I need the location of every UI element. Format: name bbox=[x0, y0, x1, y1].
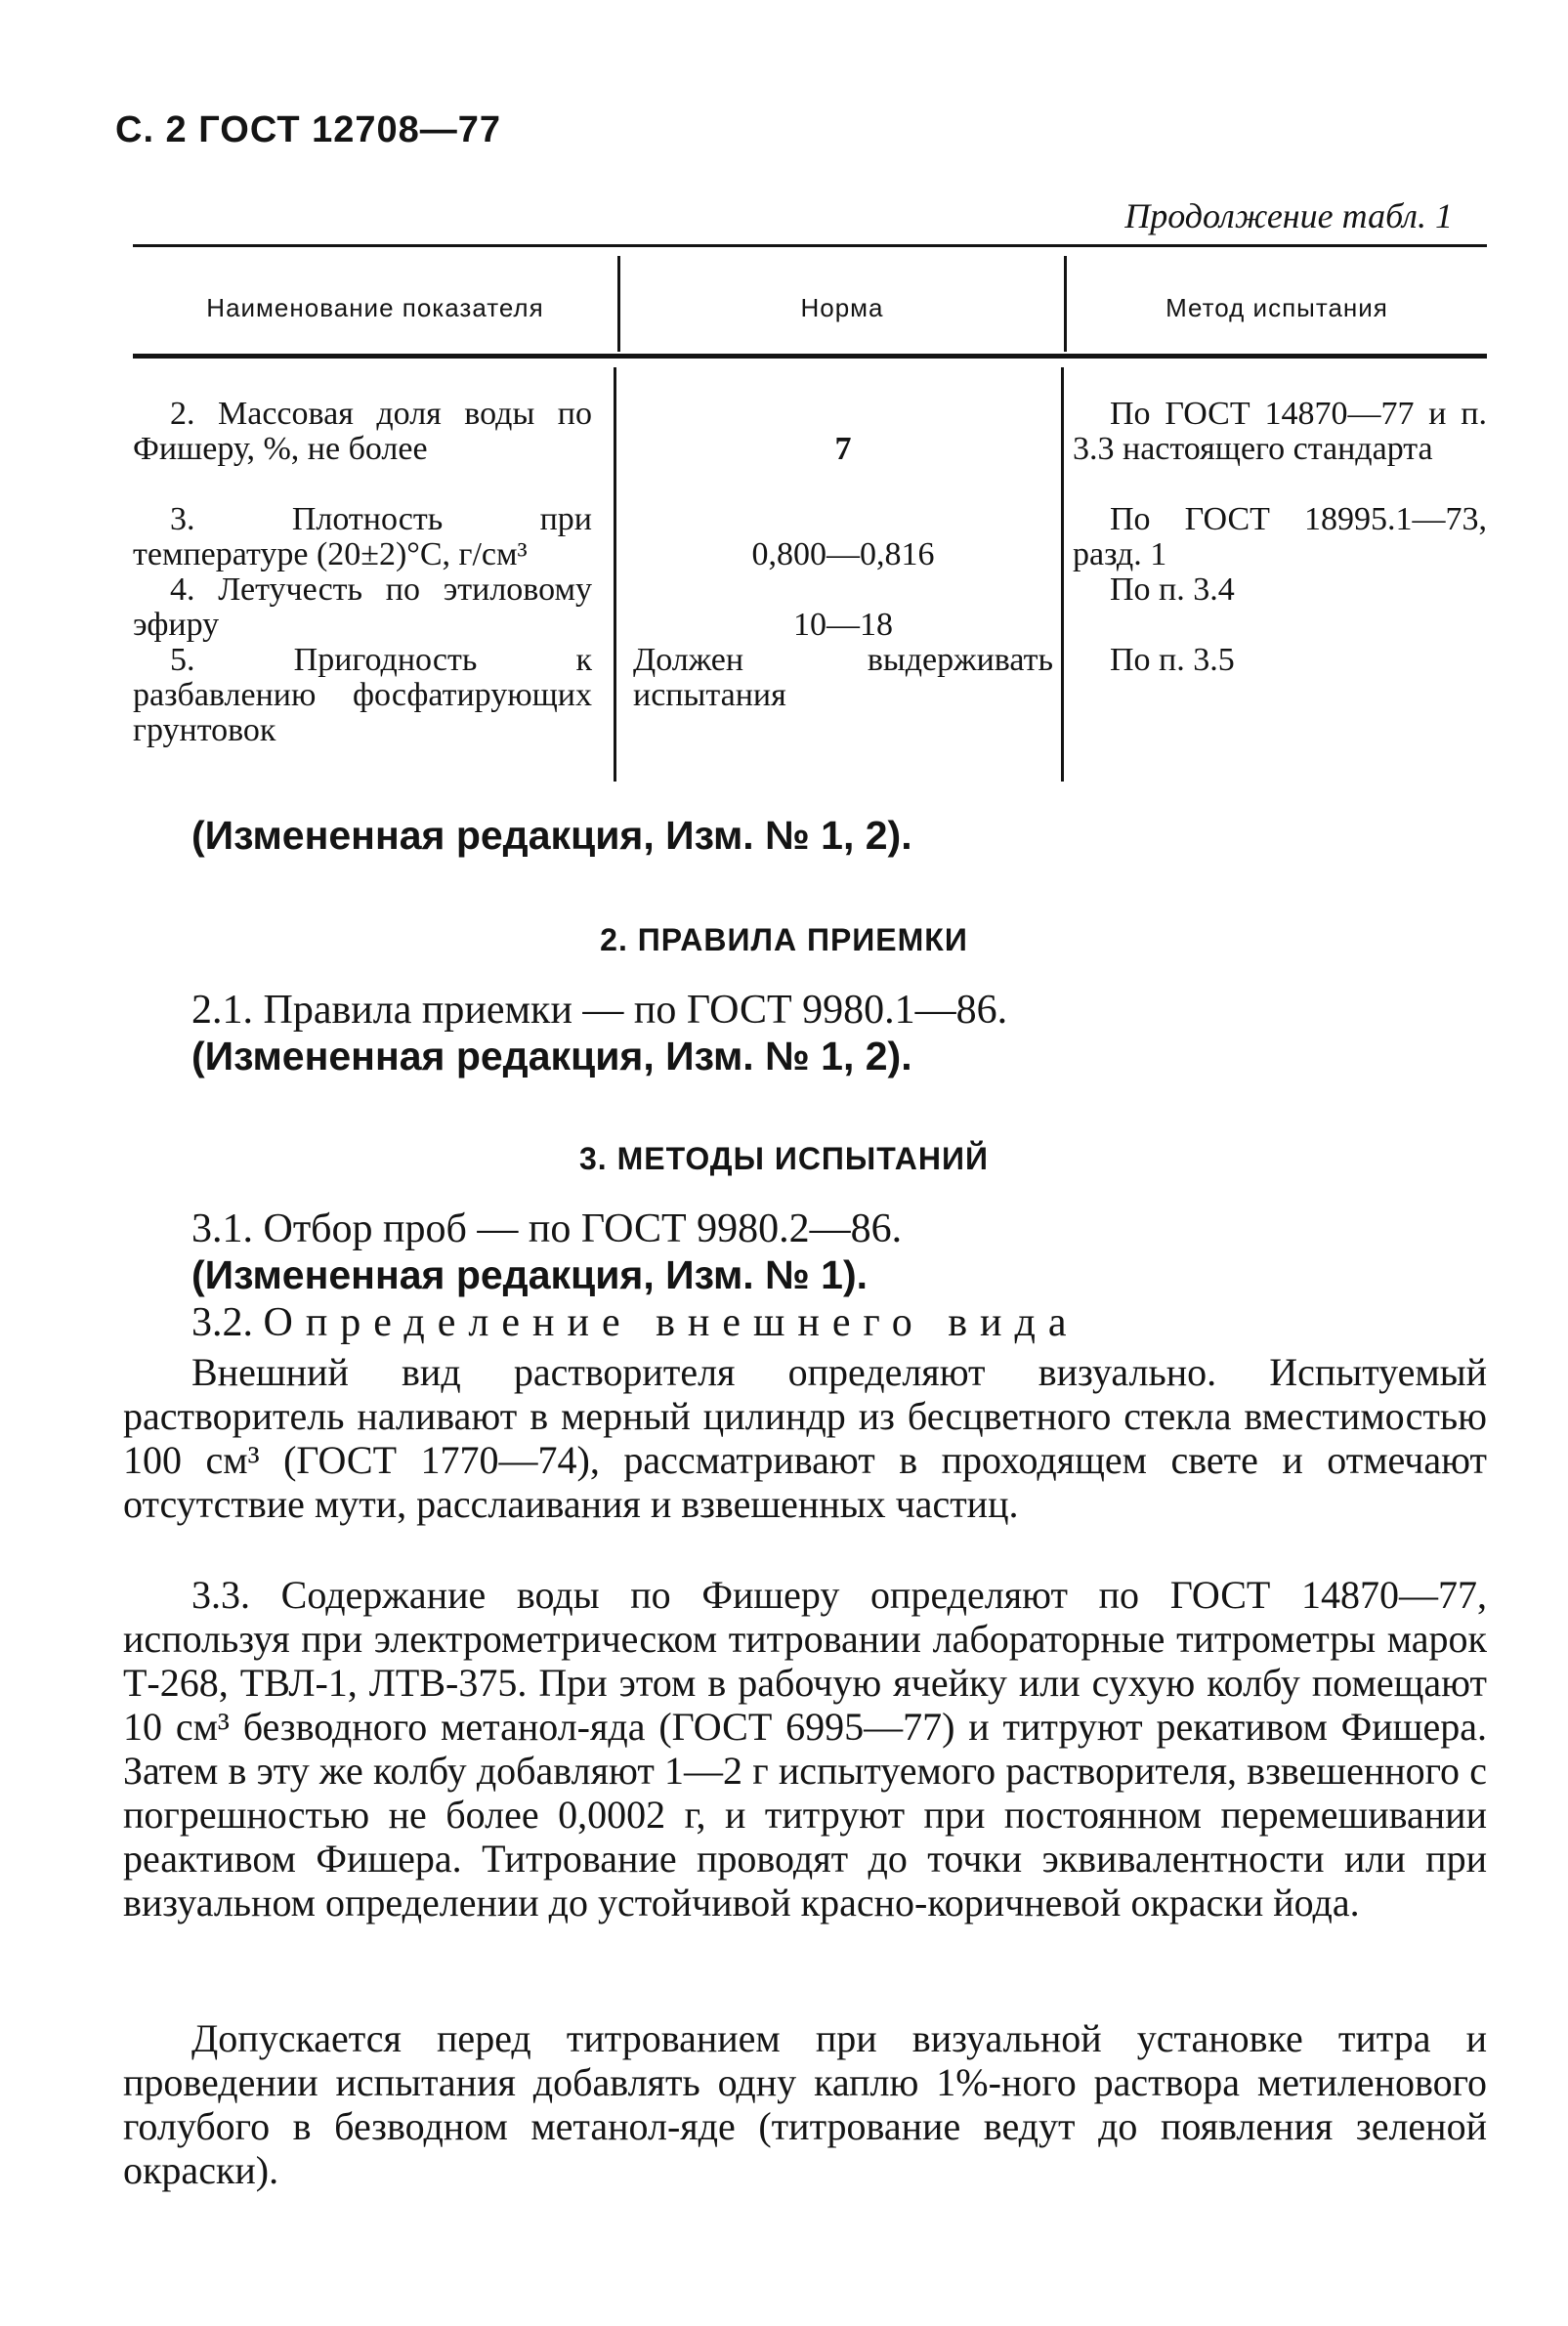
column-header-name: Наименование показателя bbox=[206, 293, 544, 322]
amendment-note: (Измененная редакция, Изм. № 1). bbox=[191, 1252, 869, 1297]
table-continuation-label: Продолжение табл. 1 bbox=[1124, 196, 1453, 235]
paragraph-2-1: 2.1. Правила приемки — по ГОСТ 9980.1—86. bbox=[191, 988, 1008, 1033]
table-cell-name: 4. Летучесть по этиловому эфиру bbox=[133, 571, 592, 643]
table-cell-norm: Должен выдерживать испытания bbox=[633, 642, 1053, 713]
paragraph-3-1: 3.1. Отбор проб — по ГОСТ 9980.2—86. bbox=[191, 1206, 903, 1251]
table-cell-method: По ГОСТ 14870—77 и п. 3.3 настоящего стандарта bbox=[1073, 396, 1487, 467]
paragraph-3-4-text: Допускается перед титрованием при визуальной установке титра и проведении испытания добавлять одну каплю 1%-ного раствора метиленового голубого в безводном метанол-яде (титрование ведут до появления зеленой окраски). bbox=[123, 2016, 1487, 2192]
column-header-norm: Норма bbox=[800, 293, 884, 322]
page-header: С. 2 ГОСТ 12708—77 bbox=[115, 109, 502, 150]
table-cell-norm: 7 bbox=[834, 431, 852, 467]
column-divider bbox=[1061, 367, 1064, 782]
table-cell-name: 2. Массовая доля воды по Фишеру, %, не более bbox=[133, 396, 592, 467]
table-header-rule bbox=[133, 354, 1487, 359]
table-cell-name: 3. Плотность при температуре (20±2)°С, г/см³ bbox=[133, 501, 592, 572]
table-cell-norm: 10—18 bbox=[793, 607, 893, 643]
table-cell-method: По ГОСТ 18995.1—73, разд. 1 bbox=[1073, 501, 1487, 572]
paragraph-3-3-text: 3.3. Содержание воды по Фишеру определяют по ГОСТ 14870—77, используя при электрометрическом титровании лабораторные титрометры марок Т-268, ТВЛ-1, ЛТВ-375. При этом в рабочую ячейку или сухую колбу помещают 10 см³ безводного метанол-яда (ГОСТ 6995—77) и титруют рекативом Фишера. Затем в эту же колбу добавляют 1—2 г испытуемого растворителя, взвешенного с погрешностью не более 0,0002 г, и титруют при постоянном перемешивании реактивом Фишера. Титрование проводят до точки эквивалентности или при визуальном определении до устойчивой красно-коричневой окраски йода. bbox=[123, 1573, 1487, 1924]
section-2-title: 2. ПРАВИЛА ПРИЕМКИ bbox=[600, 922, 968, 957]
table-top-rule bbox=[133, 244, 1487, 247]
properties-table bbox=[133, 244, 1487, 782]
paragraph-3-2-text: Внешний вид растворителя определяют визуально. Испытуемый растворитель наливают в мерный цилиндр из бесцветного стекла вместимостью 100 см³ (ГОСТ 1770—74), рассматривают в проходящем свете и отмечают отсутствие мути, расслаивания и взвешенных частиц. bbox=[123, 1350, 1487, 1526]
table-cell-norm: 0,800—0,816 bbox=[751, 536, 935, 572]
table-cell-method: По п. 3.5 bbox=[1110, 642, 1235, 678]
table-cell-method: По п. 3.4 bbox=[1110, 571, 1235, 608]
paragraph-3-2-heading bbox=[191, 1299, 1080, 1346]
section-3-title: 3. МЕТОДЫ ИСПЫТАНИЙ bbox=[579, 1141, 989, 1176]
table-cell-name: 5. Пригодность к разбавлению фосфатирующих грунтовок bbox=[133, 642, 592, 748]
column-header-method: Метод испытания bbox=[1165, 293, 1388, 322]
amendment-note: (Измененная редакция, Изм. № 1, 2). bbox=[191, 813, 912, 858]
paragraph-number: 3.2. bbox=[191, 1300, 253, 1345]
amendment-note: (Измененная редакция, Изм. № 1, 2). bbox=[191, 1034, 912, 1078]
column-divider bbox=[614, 367, 616, 782]
paragraph-heading: Определение внешнего вида bbox=[263, 1300, 1080, 1345]
